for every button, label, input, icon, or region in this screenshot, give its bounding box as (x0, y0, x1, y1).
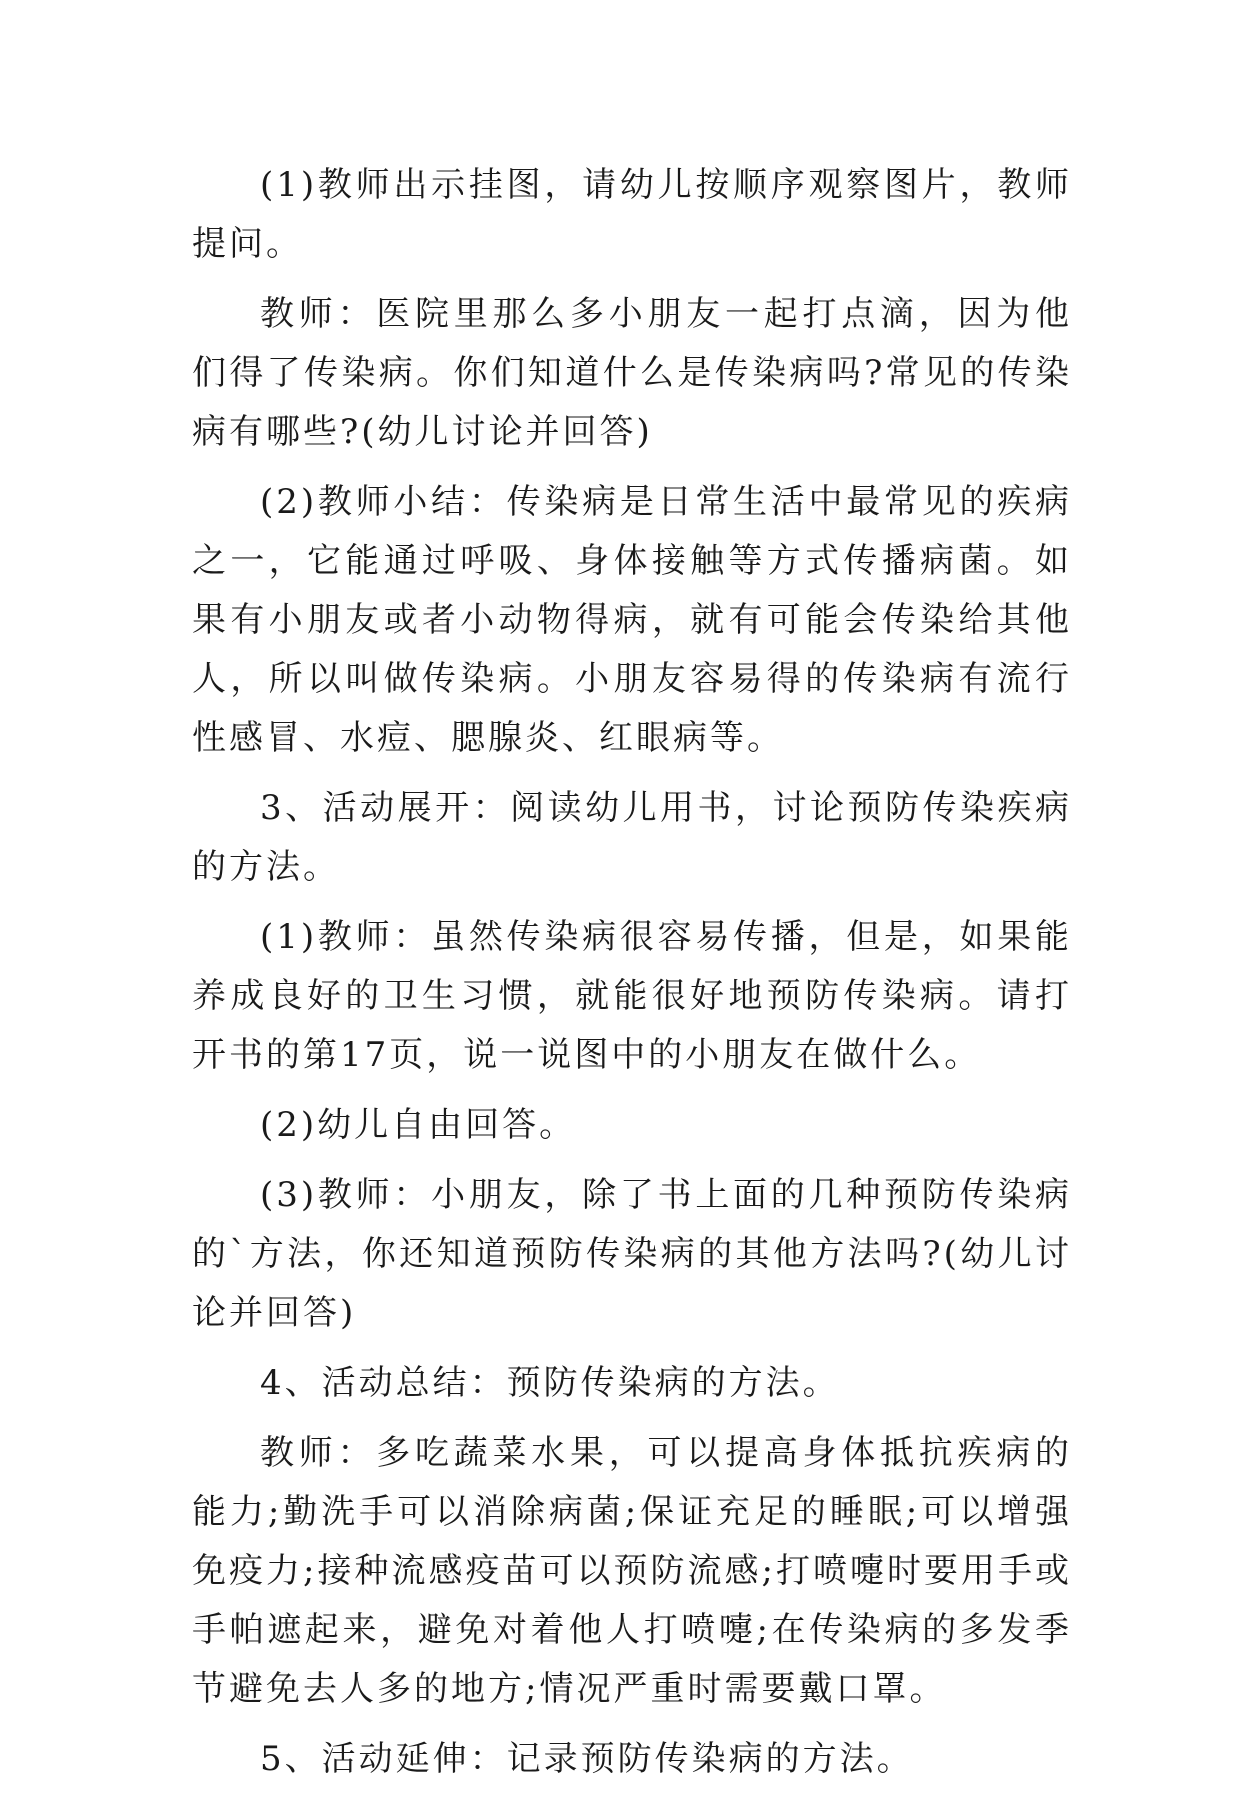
section-heading-5: 5、活动延伸：记录预防传染病的方法。 (260, 1739, 914, 1779)
paragraph-4: (1)教师：虽然传染病很容易传播，但是，如果能养成良好的卫生习惯，就能很好地预防传染病。请打开书的第17页，说一说图中的小朋友在做什么。 (192, 917, 1072, 1075)
paragraph-2: 教师：医院里那么多小朋友一起打点滴，因为他们得了传染病。你们知道什么是传染病吗?常见的传染病有哪些?(幼儿讨论并回答) (192, 294, 1072, 452)
section-heading-4: 4、活动总结：预防传染病的方法。 (260, 1363, 840, 1403)
paragraph-7: 教师：多吃蔬菜水果，可以提高身体抵抗疾病的能力;勤洗手可以消除病菌;保证充足的睡眠;可以增强免疫力;接种流感疫苗可以预防流感;打喷嚏时要用手或手帕遮起来，避免对着他人打喷嚏;在传染病的多发季节避免去人多的地方;情况严重时需要戴口罩。 (192, 1433, 1072, 1709)
paragraph-3: (2)教师小结：传染病是日常生活中最常见的疾病之一，它能通过呼吸、身体接触等方式传播病菌。如果有小朋友或者小动物得病，就有可能会传染给其他人，所以叫做传染病。小朋友容易得的传染病有流行性感冒、水痘、腮腺炎、红眼病等。 (192, 482, 1072, 758)
paragraph-5: (2)幼儿自由回答。 (260, 1105, 577, 1145)
section-heading-3: 3、活动展开：阅读幼儿用书，讨论预防传染疾病的方法。 (192, 788, 1072, 887)
document-body (192, 156, 1072, 1800)
paragraph-6: (3)教师：小朋友，除了书上面的几种预防传染病的`方法，你还知道预防传染病的其他方法吗?(幼儿讨论并回答) (192, 1175, 1072, 1333)
paragraph-1: (1)教师出示挂图，请幼儿按顺序观察图片，教师提问。 (192, 165, 1072, 264)
